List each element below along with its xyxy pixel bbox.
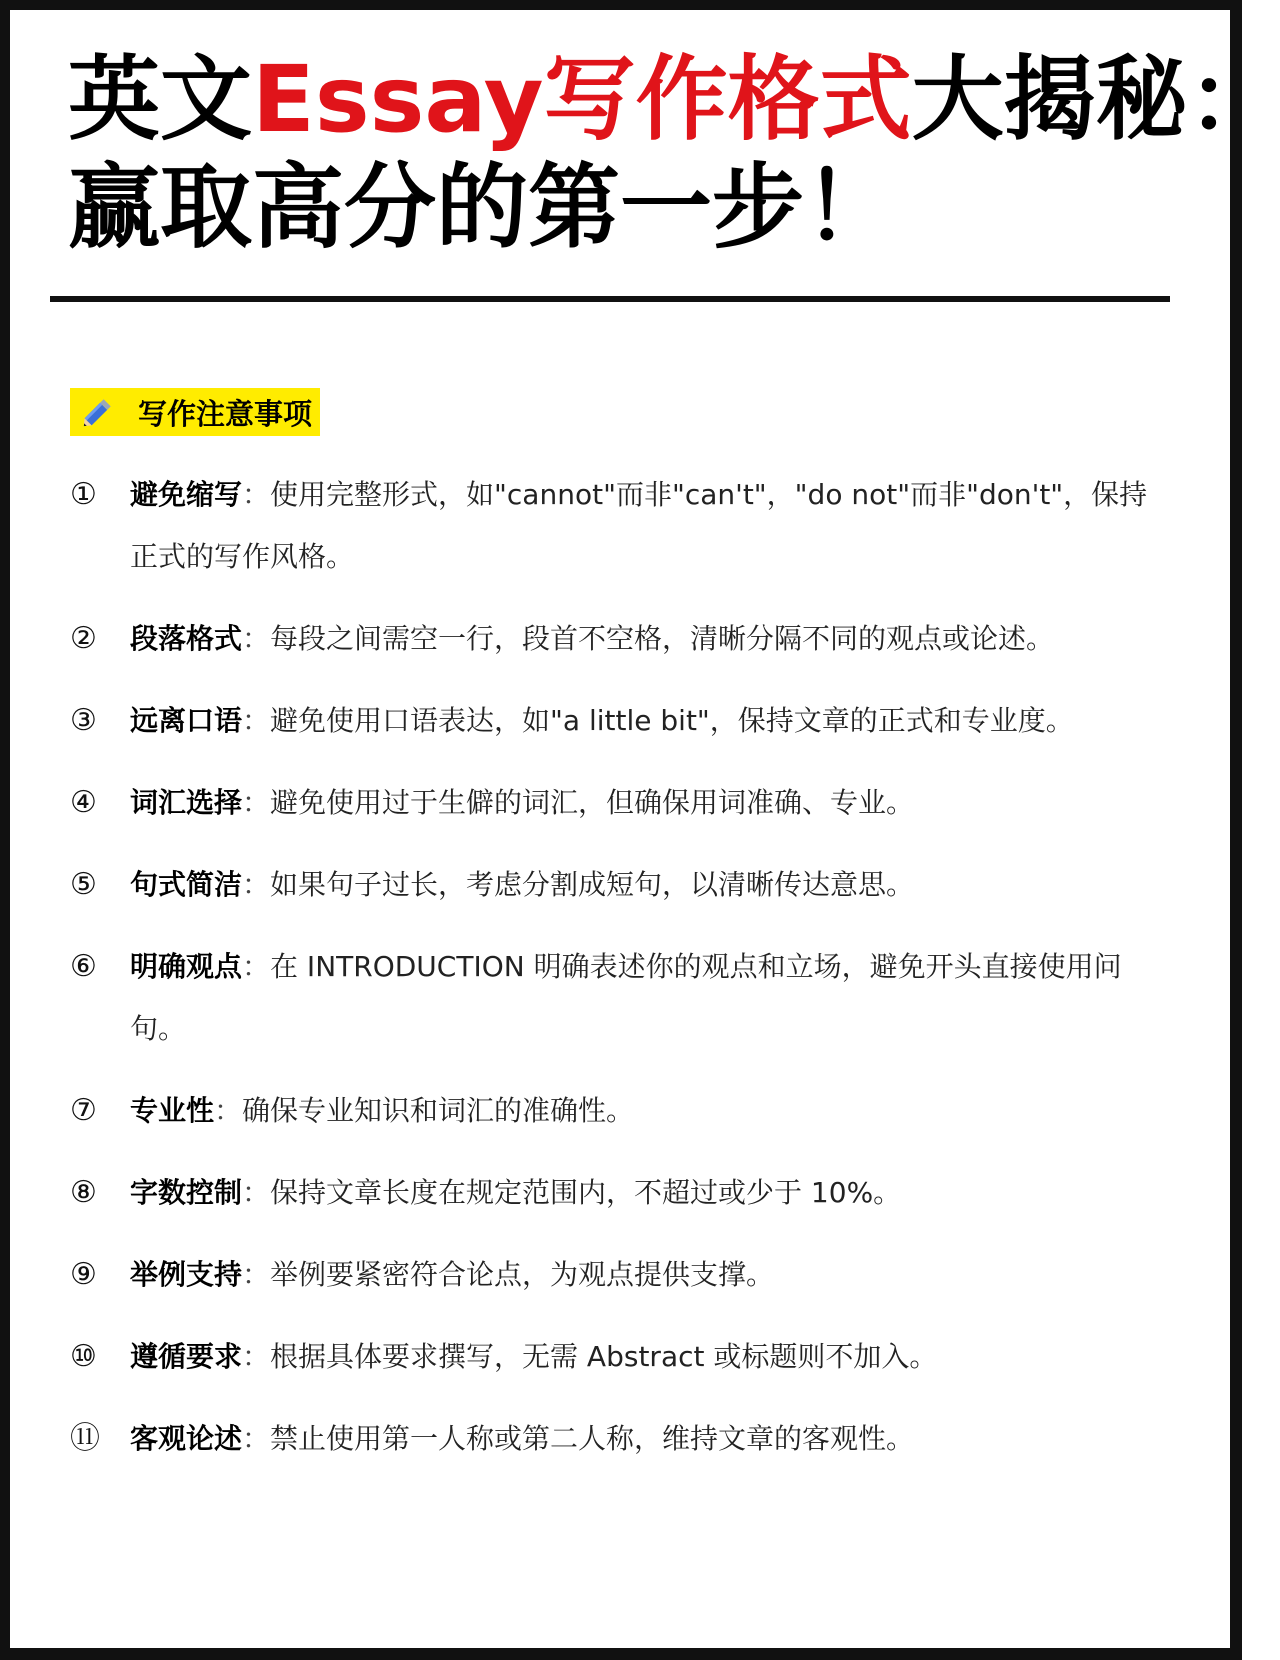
item-body — [130, 464, 1172, 588]
item-separator: ： — [242, 950, 271, 983]
list-item — [70, 690, 1172, 752]
item-term: 词汇选择 — [130, 786, 243, 819]
item-term: 句式简洁 — [130, 868, 243, 901]
item-text: 禁止使用第一人称或第二人称，维持文章的客观性。 — [270, 1422, 915, 1455]
title-divider — [50, 296, 1170, 302]
item-term: 遵循要求 — [130, 1340, 243, 1373]
item-separator: ： — [242, 622, 271, 655]
item-separator: ： — [242, 1176, 271, 1209]
item-text: 保持文章长度在规定范围内，不超过或少于 10%。 — [270, 1176, 902, 1209]
item-body — [130, 608, 1172, 670]
title-line-1 — [68, 46, 1280, 154]
item-body — [130, 1326, 1172, 1388]
item-term: 避免缩写 — [130, 478, 243, 511]
item-body — [130, 1162, 1172, 1224]
list-item — [70, 464, 1172, 588]
item-number: ⑪ — [70, 1421, 100, 1456]
item-separator: ： — [214, 1094, 243, 1127]
item-body — [130, 1408, 1172, 1470]
item-separator: ： — [242, 1422, 271, 1455]
item-term: 字数控制 — [130, 1176, 243, 1209]
item-number: ⑩ — [70, 1339, 97, 1374]
item-separator: ： — [242, 478, 271, 511]
item-body — [130, 690, 1172, 752]
item-number: ⑤ — [70, 867, 97, 902]
tips-list — [70, 464, 1172, 1490]
title-line-2: 赢取高分的第一步！ — [68, 154, 897, 261]
pencil-icon — [78, 392, 118, 432]
item-number: ⑧ — [70, 1175, 97, 1210]
item-number: ⑦ — [70, 1093, 97, 1128]
item-term: 明确观点 — [130, 950, 243, 983]
item-text: 每段之间需空一行，段首不空格，清晰分隔不同的观点或论述。 — [270, 622, 1055, 655]
item-text: 避免使用过于生僻的词汇，但确保用词准确、专业。 — [270, 786, 915, 819]
list-item — [70, 1326, 1172, 1388]
item-text: 根据具体要求撰写，无需 Abstract 或标题则不加入。 — [270, 1340, 938, 1373]
item-term: 远离口语 — [130, 704, 243, 737]
list-item — [70, 936, 1172, 1060]
list-item — [70, 772, 1172, 834]
item-separator: ： — [242, 704, 271, 737]
item-number: ① — [70, 477, 97, 512]
item-text: 举例要紧密符合论点，为观点提供支撑。 — [270, 1258, 775, 1291]
item-separator: ： — [242, 786, 271, 819]
item-text: 使用完整形式，如"cannot"而非"can't"，"do not"而非"don't"，保持正式的写作风格。 — [130, 478, 1148, 573]
item-text: 如果句子过长，考虑分割成短句，以清晰传达意思。 — [270, 868, 915, 901]
item-separator: ： — [242, 1258, 271, 1291]
item-term: 举例支持 — [130, 1258, 243, 1291]
item-number: ④ — [70, 785, 97, 820]
item-text: 避免使用口语表达，如"a little bit"，保持文章的正式和专业度。 — [270, 704, 1074, 737]
item-number: ⑨ — [70, 1257, 97, 1292]
list-item — [70, 608, 1172, 670]
item-term: 段落格式 — [130, 622, 243, 655]
item-number: ⑥ — [70, 949, 97, 984]
item-number: ③ — [70, 703, 97, 738]
item-text: 确保专业知识和词汇的准确性。 — [242, 1094, 635, 1127]
item-body — [130, 854, 1172, 916]
item-text: 在 INTRODUCTION 明确表述你的观点和立场，避免开头直接使用问句。 — [130, 950, 1122, 1045]
item-body — [130, 1080, 1172, 1142]
list-item — [70, 1408, 1172, 1470]
item-separator: ： — [242, 1340, 271, 1373]
list-item — [70, 1162, 1172, 1224]
section-heading-label: 写作注意事项 — [138, 396, 313, 431]
item-body — [130, 1244, 1172, 1306]
title-part-1: 英文 — [68, 46, 253, 153]
page-title — [68, 46, 1280, 262]
list-item — [70, 1080, 1172, 1142]
list-item — [70, 854, 1172, 916]
item-number: ② — [70, 621, 97, 656]
list-item — [70, 1244, 1172, 1306]
title-accent: Essay写作格式 — [252, 46, 912, 153]
item-term: 专业性 — [130, 1094, 215, 1127]
section-heading — [70, 388, 320, 436]
item-body — [130, 772, 1172, 834]
item-body — [130, 936, 1172, 1060]
item-separator: ： — [242, 868, 271, 901]
title-part-2: 大揭秘： — [911, 46, 1280, 153]
item-term: 客观论述 — [130, 1422, 243, 1455]
